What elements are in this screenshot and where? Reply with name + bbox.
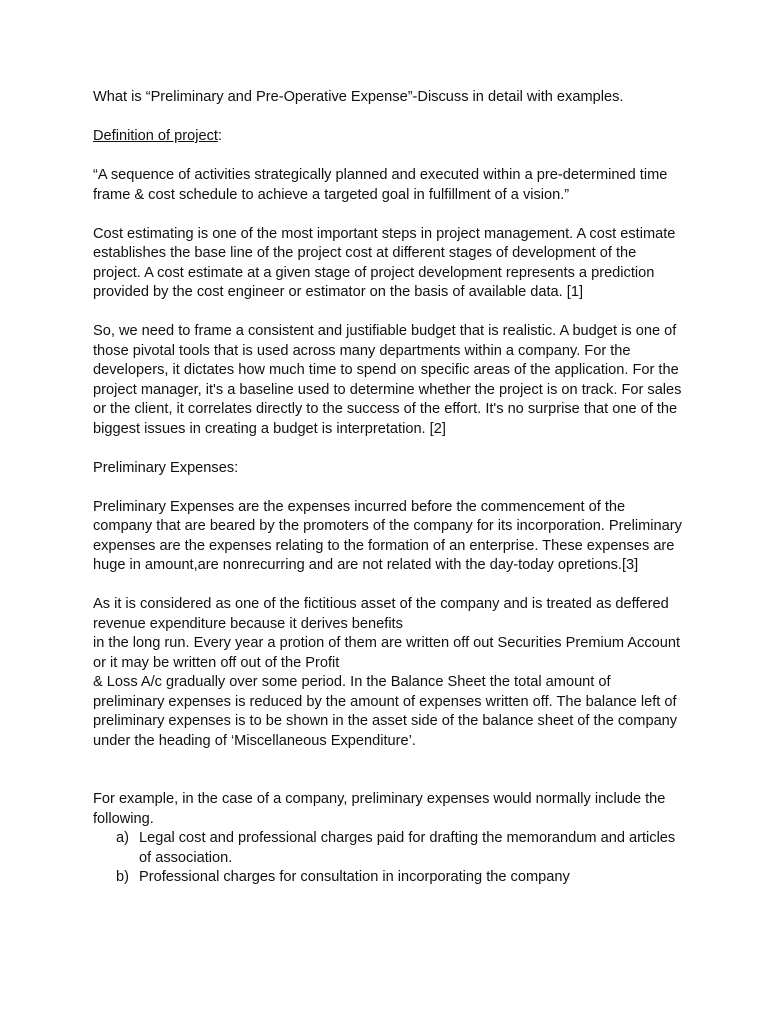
- spacer: [93, 478, 683, 498]
- spacer: [93, 576, 683, 596]
- definition-quote: “A sequence of activities strategically planned and executed within a pre-determined time frame & cost schedule to achieve a targeted goal in fulfillment of a vision.”: [93, 167, 668, 203]
- spacer: [93, 147, 683, 167]
- list-marker: b): [116, 869, 129, 885]
- fictitious-asset-line-1: As it is considered as one of the fictitious asset of the company and is treated as deffered revenue expenditure because it derives benefits: [93, 596, 669, 632]
- list-item: [93, 829, 683, 868]
- spacer: [93, 205, 683, 225]
- spacer: [93, 108, 683, 128]
- preliminary-expenses-heading: Preliminary Expenses:: [93, 459, 239, 476]
- spacer: [93, 303, 683, 323]
- definition-heading-line: [93, 127, 683, 147]
- list-item-text: Professional charges for consultation in incorporating the company: [139, 869, 570, 885]
- spacer: [93, 751, 683, 771]
- document-title: What is “Preliminary and Pre-Operative Expense”-Discuss in detail with examples.: [93, 89, 624, 105]
- spacer: [93, 771, 683, 791]
- list-marker: a): [116, 830, 129, 846]
- budget-paragraph: So, we need to frame a consistent and justifiable budget that is realistic. A budget is one of those pivotal tools that is used across many departments within a company. For the developers, it dictates how much time to spend on specific areas of the application. For the project manager, it's a baseline used to determine whether the project is on track. For sales or the client, it correlates directly to the success of the effort. It's no surprise that one of the biggest issues in creating a budget is interpretation. [2]: [93, 323, 682, 437]
- list-item: [93, 868, 683, 888]
- example-intro: For example, in the case of a company, preliminary expenses would normally include the following.: [93, 791, 666, 827]
- fictitious-asset-line-2: in the long run. Every year a protion of them are written off out Securities Premium Account or it may be written off out of the Profit: [93, 635, 681, 671]
- fictitious-asset-line-3: & Loss A/c gradually over some period. In the Balance Sheet the total amount of preliminary expenses is reduced by the amount of expenses written off. The balance left of preliminary expenses is to be shown in the asset side of the balance sheet of the company under the heading of ‘Miscellaneous Expenditure’.: [93, 674, 678, 749]
- preliminary-expenses-paragraph: Preliminary Expenses are the expenses incurred before the commencement of the company that are beared by the promoters of the company for its incorporation. Preliminary expenses are the expenses relating to the formation of an enterprise. These expenses are huge in amount,are nonrecurring and are not related with the day-today opretions.[3]: [93, 498, 682, 573]
- list-item-text: Legal cost and professional charges paid for drafting the memorandum and articles of association.: [139, 830, 676, 866]
- expense-list: [93, 829, 683, 888]
- spacer: [93, 439, 683, 459]
- document-page: [93, 88, 683, 888]
- definition-colon: :: [217, 128, 222, 144]
- definition-heading: Definition of project: [93, 128, 218, 144]
- cost-estimating-paragraph: Cost estimating is one of the most important steps in project management. A cost estimate establishes the base line of the project cost at different stages of development of the project. A cost estimate at a given stage of project development represents a prediction provided by the cost engineer or estimator on the basis of available data. [1]: [93, 225, 676, 300]
